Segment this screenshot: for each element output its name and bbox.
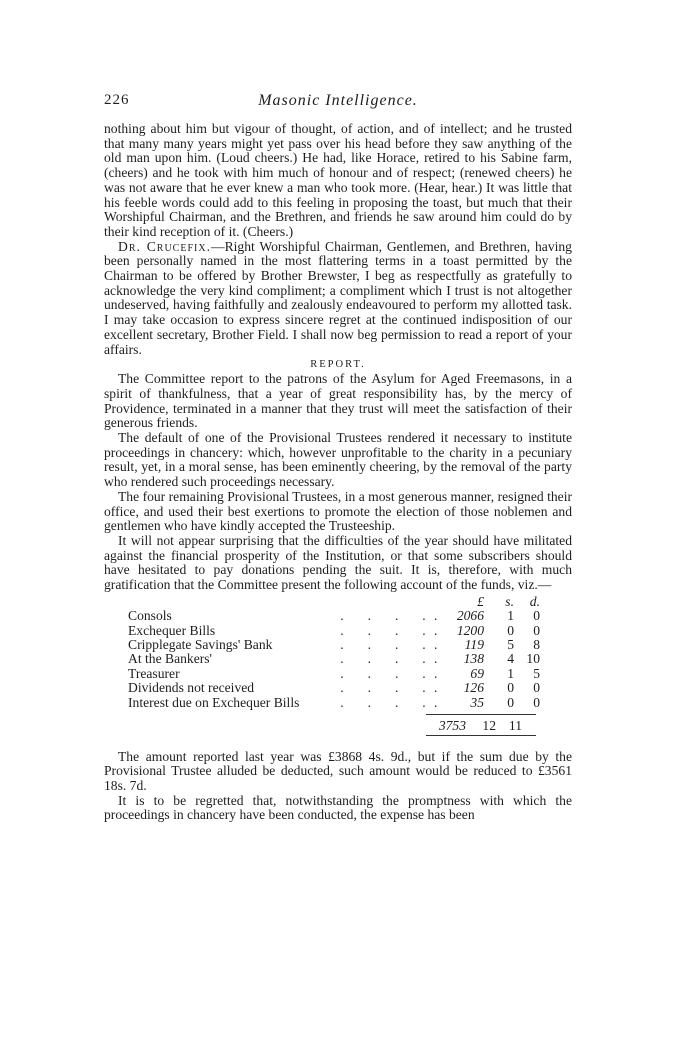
account-row: [128, 681, 548, 695]
account-label: Cripplegate Savings' Bank: [128, 636, 273, 652]
account-pounds: 119: [464, 636, 484, 652]
account-row: [128, 652, 548, 666]
account-shillings: 1: [507, 665, 514, 681]
account-pence: 10: [526, 651, 540, 667]
leader-dot: .: [434, 665, 438, 681]
account-label: Exchequer Bills: [128, 622, 216, 638]
account-shillings: 4: [507, 651, 514, 667]
shillings-header: s.: [505, 593, 514, 609]
account-rows: [128, 609, 548, 710]
total-pence: 11: [508, 717, 522, 733]
account-total-row: [426, 714, 536, 736]
account-shillings: 0: [507, 694, 514, 710]
leader-dots: . . . .: [340, 636, 426, 652]
running-title: Masonic Intelligence.: [258, 92, 418, 109]
account-label: Treasurer: [128, 665, 180, 681]
account-label: Consols: [128, 608, 172, 624]
paragraph: It will not appear surprising that the difficulties of the year should have militated against the financial prosperity of the Institution, or that some subscribers should have hesitated to pay donations pending the suit. It is, therefore, with much gratification that the Committee present the following account of the funds, viz.—: [104, 532, 572, 593]
account-row: [128, 609, 548, 623]
pence-header: d.: [529, 593, 540, 609]
leader-dots: . . . .: [340, 680, 426, 696]
leader-dot: .: [434, 608, 438, 624]
account-shillings: 1: [507, 608, 514, 624]
leader-dots: . . . .: [340, 622, 426, 638]
leader-dot: .: [434, 680, 438, 696]
leader-dots: . . . .: [340, 694, 426, 710]
account-pounds: 126: [463, 680, 484, 696]
paragraph: The Committee report to the patrons of the Asylum for Aged Freemasons, in a spirit of thankfulness, that a year of great responsibility has, by the mercy of Providence, terminated in a manner that they trust will meet the satisfaction of their generous friends.: [104, 371, 572, 431]
account-label: Dividends not received: [128, 680, 255, 696]
speech-text: —Right Worshipful Chairman, Gentlemen, and Brethren, having been personally named in the most flattering terms in a toast permitted by the Chairman to be offered by Brother Brewster, I beg as respectfully as gratefully to acknowledge the very kind compliment; a compliment which I trust is not altogether undeserved, having faithfully and zealously endeavoured to perform my allotted task. I may take occasion to express sincere regret at the continued indisposition of our excellent secretary, Brother Field. I shall now beg permission to read a report of your affairs.: [104, 238, 572, 357]
account-pounds: 1200: [456, 622, 484, 638]
funds-account-table: [128, 595, 548, 736]
page-header: [104, 88, 572, 112]
account-shillings: 5: [507, 636, 514, 652]
account-pence: 8: [533, 636, 540, 652]
leader-dots: . . . .: [340, 651, 426, 667]
account-pence: 0: [533, 694, 540, 710]
account-row: [128, 696, 548, 710]
account-pounds: 69: [470, 665, 484, 681]
paragraph: The amount reported last year was £3868 4s. 9d., but if the sum due by the Provisional Trustee alluded be deducted, such amount would be reduced to £3561 18s. 7d.: [104, 748, 572, 794]
document-page: [104, 88, 572, 823]
account-pounds: 35: [470, 694, 484, 710]
account-row: [128, 638, 548, 652]
account-header-row: [128, 595, 548, 609]
account-pence: 5: [533, 665, 540, 681]
account-row: [128, 667, 548, 681]
total-pounds: 3753: [438, 717, 466, 733]
leader-dots: . . . .: [340, 608, 426, 624]
paragraph: It is to be regretted that, notwithstanding the promptness with which the proceedings in chancery have been conducted, the expense has been: [104, 792, 572, 823]
account-pounds: 138: [463, 651, 484, 667]
page-number: 226: [104, 92, 130, 108]
account-pence: 0: [533, 608, 540, 624]
account-pounds: 2066: [456, 608, 484, 624]
speech-paragraph: [104, 240, 572, 358]
account-label: Interest due on Exchequer Bills: [128, 694, 300, 710]
paragraph: The four remaining Provisional Trustees, in a most generous manner, resigned their office, and used their best exertions to promote the election of those noblemen and gentlemen who have kindly accepted the Trusteeship.: [104, 488, 572, 534]
article-body: [104, 122, 572, 823]
account-row: [128, 624, 548, 638]
paragraph: The default of one of the Provisional Trustees rendered it necessary to institute proceedings in chancery: which, however unprofitable to the charity in a pecuniary result, yet, in a moral sense, has been eminently cheering, by the removal of the party who rendered such proceedings necessary.: [104, 430, 572, 490]
account-label: At the Bankers': [128, 651, 212, 667]
account-pence: 0: [533, 622, 540, 638]
total-shillings: 12: [482, 717, 496, 733]
account-shillings: 0: [507, 680, 514, 696]
account-pence: 0: [533, 680, 540, 696]
report-heading: REPORT.: [310, 359, 366, 371]
leader-dot: .: [434, 694, 438, 710]
leader-dot: .: [434, 636, 438, 652]
leader-dot: .: [434, 622, 438, 638]
pounds-header: £: [477, 593, 484, 609]
leader-dot: .: [434, 651, 438, 667]
speaker-name: Dr. Crucefix.: [118, 238, 211, 254]
leader-dots: . . . .: [340, 665, 426, 681]
account-shillings: 0: [507, 622, 514, 638]
paragraph: nothing about him but vigour of thought, of action, and of intellect; and he trusted that many many years might yet pass over his head before they saw anything of the old man upon him. (Loud cheers.) He had, like Horace, retired to his Sabine farm, (cheers) and he took with him much of honour and of respect; (renewed cheers) he was not aware that he ever knew a man who took more. (Hear, hear.) It was little that his feeble words could add to this feeling in proposing the toast, but much that their Worshipful Chairman, and the Brethren, and friends he saw around him could do by their kind reception of it. (Cheers.): [104, 121, 572, 239]
